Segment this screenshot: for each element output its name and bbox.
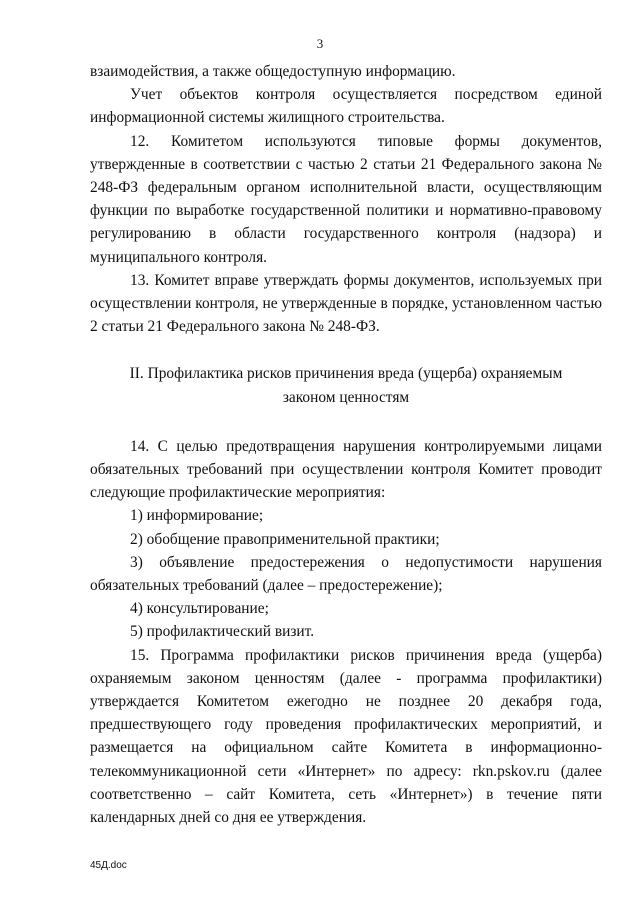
list-item-informing: 1) информирование; [130,507,264,525]
section-heading-line-1: II. Профилактика рисков причинения вреда (ущерба) охраняемым [129,365,563,383]
paragraph-accounting: Учет объектов контроля осуществляется посредством единой информационной системы жилищного строительства. [90,86,602,127]
list-item-consulting: 4) консультирование; [130,600,269,618]
page-number: 3 [316,36,324,51]
footer-filename: 45Д.doc [90,860,127,871]
paragraph-continuation: взаимодействия, а также общедоступную информацию. [90,63,456,80]
paragraph-12: 12. Комитетом используются типовые формы документов, утвержденные в соответствии с частью 2 статьи 21 Федерального закона № 248-ФЗ федеральным органом исполнительной власти, осуществляющим функции по выработке государственной политики и нормативно-правовому регулированию в области государственного контроля (надзора) и муниципального контроля. [90,132,602,266]
section-heading [90,362,602,408]
paragraph-14: 14. С целью предотвращения нарушения контролируемыми лицами обязательных требований при осуществлении контроля Комитет проводит следующие профилактические мероприятия: [90,437,602,502]
list-item-practice-summary: 2) обобщение правоприменительной практики; [130,530,440,548]
section-heading-line-2: законом ценностям [282,388,410,406]
list-item-warning: 3) объявление предостережения о недопустимости нарушения обязательных требований (далее – предостережение); [90,553,602,595]
document-body [90,60,602,829]
paragraph-13: 13. Комитет вправе утверждать формы документов, используемых при осуществлении контроля, не утвержденные в порядке, установленном частью 2 статьи 21 Федерального закона № 248-ФЗ. [90,271,602,336]
paragraph-15: 15. Программа профилактики рисков причинения вреда (ущерба) охраняемым законом ценностям (далее - программа профилактики) утверждается Комитетом ежегодно не позднее 20 декабря года, предшествующего году проведения профилактических мероприятий, и размещается на официальном сайте Комитета в информационно-телекоммуникационной сети «Интернет» по адресу: rkn.pskov.ru (далее соответственно – сайт Комитета, сеть «Интернет») в течение пяти календарных дней со дня ее утверждения. [90,646,602,827]
list-item-preventive-visit: 5) профилактический визит. [130,623,315,641]
